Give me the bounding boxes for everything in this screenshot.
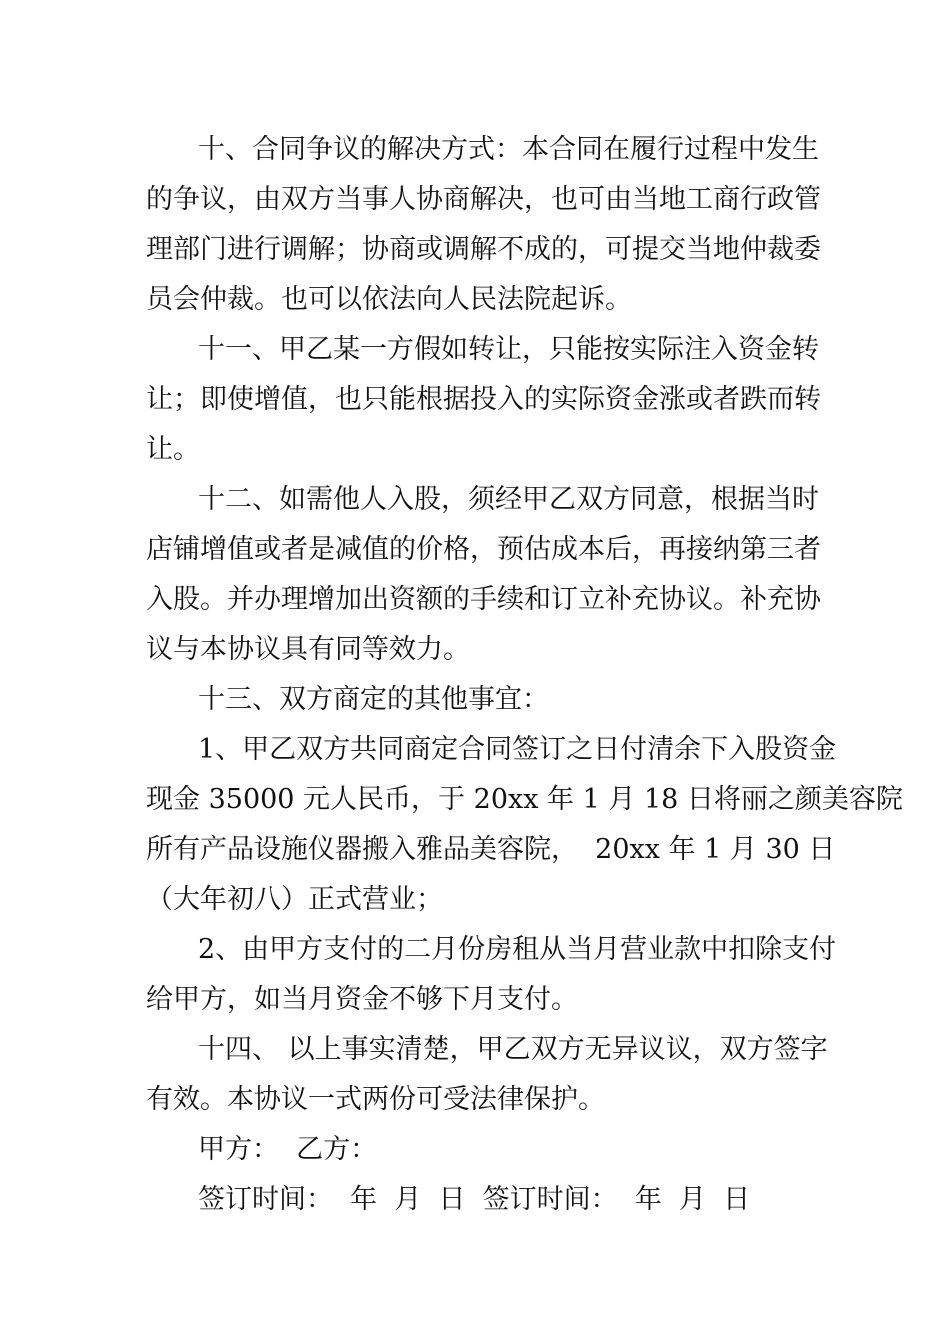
clause-12-line-2: 店铺增值或者是减值的价格，预估成本后，再接纳第三者 bbox=[146, 534, 821, 565]
item-2-line-1: 2、由甲方支付的二月份房租从当月营业款中扣除支付 bbox=[198, 934, 837, 965]
clause-11-line-1: 十一、甲乙某一方假如转让，只能按实际注入资金转 bbox=[198, 334, 819, 365]
item-1-line-3: 所有产品设施仪器搬入雅品美容院， 20xx 年 1 月 30 日 bbox=[146, 834, 836, 865]
clause-10-line-4: 员会仲裁。也可以依法向人民法院起诉。 bbox=[146, 284, 632, 315]
item-1-line-1: 1、甲乙双方共同商定合同签订之日付清余下入股资金 bbox=[198, 734, 837, 765]
clause-13-heading: 十三、双方商定的其他事宜： bbox=[198, 684, 549, 715]
clause-14-line-1: 十四、 以上事实清楚，甲乙双方无异议议，双方签字 bbox=[198, 1034, 828, 1065]
clause-12-line-3: 入股。并办理增加出资额的手续和订立补充协议。补充协 bbox=[146, 584, 821, 615]
clause-11-line-3: 让。 bbox=[146, 434, 200, 465]
signature-dates: 签订时间： 年 月 日 签订时间： 年 月 日 bbox=[198, 1184, 751, 1215]
item-1-line-4: （大年初八）正式营业； bbox=[146, 884, 443, 915]
clause-11-line-2: 让；即使增值，也只能根据投入的实际资金涨或者跌而转 bbox=[146, 384, 821, 415]
clause-10-line-2: 的争议，由双方当事人协商解决，也可由当地工商行政管 bbox=[146, 184, 821, 215]
item-1-line-2: 现金 35000 元人民币，于 20xx 年 1 月 18 日将丽之颜美容院 bbox=[146, 784, 903, 815]
item-2-line-2: 给甲方，如当月资金不够下月支付。 bbox=[146, 984, 578, 1015]
clause-14-line-2: 有效。本协议一式两份可受法律保护。 bbox=[146, 1084, 605, 1115]
clause-10-line-3: 理部门进行调解；协商或调解不成的，可提交当地仲裁委 bbox=[146, 234, 821, 265]
clause-10-line-1: 十、合同争议的解决方式：本合同在履行过程中发生 bbox=[198, 134, 819, 165]
clause-12-line-1: 十二、如需他人入股，须经甲乙双方同意，根据当时 bbox=[198, 484, 819, 515]
clause-12-line-4: 议与本协议具有同等效力。 bbox=[146, 634, 470, 665]
signature-parties: 甲方： 乙方： bbox=[198, 1134, 378, 1165]
